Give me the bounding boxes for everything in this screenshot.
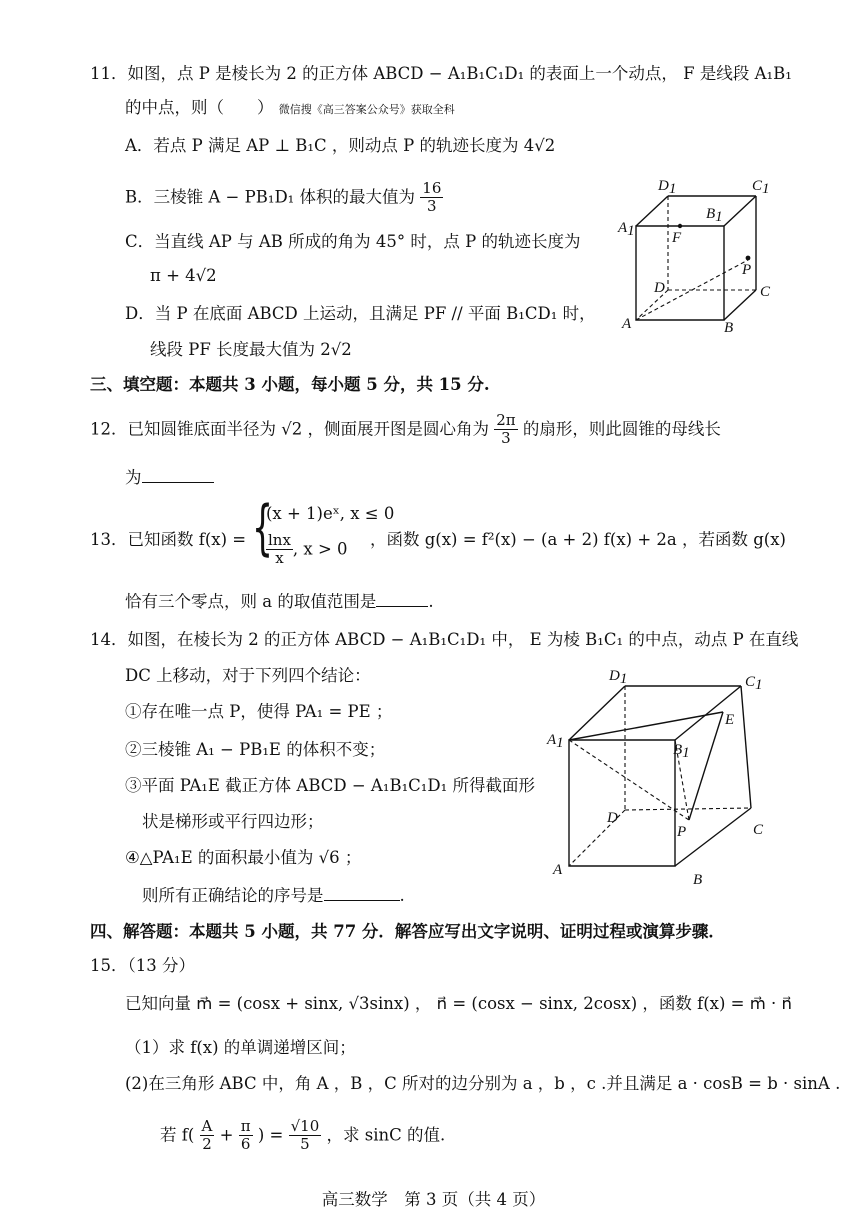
- q15-fraction-pi-over-6: [239, 1118, 253, 1154]
- q14-statement-4: ④△PA₁E 的面积最小值为 √6 ；: [125, 848, 362, 867]
- q13-case1: (x + 1)eˣ, x ≤ 0: [266, 504, 395, 523]
- label-c: C: [760, 284, 771, 300]
- q11-option-d-line2: 线段 PF 长度最大值为 2√2: [150, 340, 352, 359]
- q12-text-post: 的扇形，则此圆锥的母线长: [522, 419, 721, 439]
- q12-answer-blank[interactable]: [142, 482, 214, 483]
- section-3-heading: 三、填空题：本题共 3 小题，每小题 5 分，共 15 分.: [90, 375, 490, 394]
- fraction-numerator: lnx: [268, 531, 291, 549]
- q14-statement-1: ①存在唯一点 P，使得 PA₁ = PE ；: [125, 702, 393, 721]
- q11-line1: 11．如图，点 P 是棱长为 2 的正方体 ABCD − A₁B₁C₁D₁ 的表面上一个动点， F 是线段 A₁B₁: [90, 64, 792, 83]
- piecewise-brace: {: [252, 493, 274, 563]
- q15-part-1: （1）求 f(x) 的单调递增区间；: [125, 1038, 356, 1057]
- q12-line2: [125, 468, 214, 488]
- fraction-numerator: √10: [290, 1117, 320, 1135]
- q13-text-post: ，函数 g(x) = f²(x) − (a + 2) f(x) + 2a ，若函数 g(x): [370, 530, 786, 549]
- q13-case2: [266, 532, 348, 568]
- label-d1: D1: [609, 668, 628, 687]
- q11-option-a: A．若点 P 满足 AP ⊥ B₁C ，则动点 P 的轨迹长度为 4√2: [125, 136, 556, 155]
- point-p: [746, 256, 751, 261]
- fraction-denominator: 3: [427, 197, 437, 216]
- cube-edge: [675, 808, 751, 866]
- label-c1: C1: [745, 674, 763, 693]
- fraction-denominator: 3: [501, 429, 511, 448]
- q14-statement-3b: 状是梯形或平行四边形；: [142, 812, 324, 831]
- fraction-denominator: 6: [240, 1135, 251, 1154]
- q15-part-2-condition: [160, 1118, 445, 1154]
- q14-line1: 14．如图，在棱长为 2 的正方体 ABCD − A₁B₁C₁D₁ 中， E 为棱 B₁C₁ 的中点，动点 P 在直线: [90, 630, 799, 649]
- label-a1: A1: [618, 220, 635, 239]
- label-b1: B1: [706, 206, 723, 225]
- q15-part-2: (2)在三角形 ABC 中，角 A ，B ，C 所对的边分别为 a ，b ，c .并且满足 a · cosB = b · sinA .: [125, 1074, 841, 1093]
- fraction-numerator: π: [240, 1117, 251, 1135]
- q14-ask-line: [142, 886, 405, 906]
- q11-cube-figure: [600, 170, 800, 340]
- q15-plus: +: [219, 1125, 234, 1145]
- cube-front-face: [569, 740, 675, 866]
- q11-option-b-fraction: [420, 180, 443, 216]
- q13-line2: [125, 592, 434, 612]
- q12-fraction: [494, 412, 517, 448]
- section-4-heading: 四、解答题：本题共 5 小题，共 77 分．解答应写出文字说明、证明过程或演算步骤．: [90, 922, 725, 941]
- fraction-denominator: 5: [300, 1135, 310, 1154]
- q12-text-pre: 12．已知圆锥底面半径为 √2 ，侧面展开图是圆心角为: [90, 419, 489, 439]
- label-a1: A1: [547, 732, 564, 751]
- q13-ask: 恰有三个零点，则 a 的取值范围是: [125, 592, 377, 611]
- q13-case2-condition: , x > 0: [292, 539, 348, 559]
- watermark-text: 微信搜《高三答案公众号》获取全科: [278, 103, 455, 116]
- q15-heading: 15．（13 分）: [90, 956, 195, 975]
- label-b1: B1: [673, 742, 690, 761]
- q13-case2-fraction: [266, 532, 293, 568]
- q14-statement-3a: ③平面 PA₁E 截正方体 ABCD − A₁B₁C₁D₁ 所得截面形: [125, 776, 536, 795]
- fraction-denominator: 2: [202, 1135, 212, 1154]
- segment-a1e: [569, 712, 723, 740]
- q15-f-open: 若 f(: [160, 1125, 195, 1145]
- q14-statement-2: ②三棱锥 A₁ − PB₁E 的体积不变；: [125, 740, 386, 759]
- q12-line1: [90, 412, 721, 448]
- point-f: [678, 224, 682, 228]
- cube-edge: [724, 196, 756, 226]
- segment-a1p: [569, 740, 689, 820]
- q14-line2: DC 上移动，对于下列四个结论：: [125, 666, 371, 685]
- label-e: E: [725, 712, 735, 728]
- label-a: A: [622, 316, 632, 332]
- q14-cube-figure: [545, 660, 785, 892]
- q14-end: .: [399, 886, 405, 905]
- segment-ep: [689, 712, 723, 820]
- label-c: C: [753, 822, 764, 838]
- q11-line2: [125, 98, 455, 118]
- q13-func-label: 13．已知函数 f(x) =: [90, 530, 247, 549]
- cube-edge: [724, 290, 756, 320]
- fraction-denominator: x: [275, 549, 284, 568]
- label-p: P: [677, 824, 687, 840]
- q11-option-c-line2: π + 4√2: [150, 266, 217, 285]
- q11-option-c-line1: C．当直线 AP 与 AB 所成的角为 45° 时，点 P 的轨迹长度为: [125, 232, 581, 251]
- page-footer: 高三数学 第 3 页（共 4 页）: [321, 1190, 546, 1209]
- q11-option-d-line1: D．当 P 在底面 ABCD 上运动，且满足 PF // 平面 B₁CD₁ 时，: [125, 304, 596, 323]
- q15-fraction-a-over-2: [200, 1118, 215, 1154]
- q14-ask: 则所有正确结论的序号是: [142, 886, 324, 905]
- label-p: P: [742, 262, 752, 278]
- label-a: A: [553, 862, 563, 878]
- q13-answer-blank[interactable]: [376, 606, 428, 607]
- q11-stem-end: 的中点，则（ ）: [125, 98, 274, 117]
- fraction-numerator: 2π: [496, 411, 516, 429]
- q15-given: 已知向量 m⃗ = (cosx + sinx, √3sinx) ， n⃗ = (cosx − sinx, 2cosx) ，函数 f(x) = m⃗ · n⃗: [125, 994, 792, 1013]
- fraction-numerator: A: [201, 1117, 213, 1135]
- label-f: F: [672, 230, 682, 246]
- fraction-numerator: 16: [422, 179, 442, 197]
- label-d: D: [607, 810, 618, 826]
- cube-hidden-edge: [625, 808, 751, 810]
- cube-edge: [741, 686, 751, 808]
- q15-f-close: ) =: [257, 1125, 284, 1145]
- label-b: B: [724, 320, 734, 336]
- cube-edge: [636, 196, 668, 226]
- q12-answer-prefix: 为: [125, 468, 142, 487]
- label-c1: C1: [752, 178, 770, 197]
- label-b: B: [693, 872, 703, 888]
- q11-option-b-text: B．三棱锥 A − PB₁D₁ 体积的最大值为: [125, 187, 416, 207]
- label-d1: D1: [658, 178, 677, 197]
- label-d: D: [654, 280, 665, 296]
- q15-fraction-root10-over-5: [289, 1118, 322, 1154]
- q11-option-b: [125, 180, 443, 216]
- q15-ask: ，求 sinC 的值.: [326, 1125, 446, 1145]
- q13-end: .: [428, 592, 434, 611]
- q14-answer-blank[interactable]: [324, 900, 400, 901]
